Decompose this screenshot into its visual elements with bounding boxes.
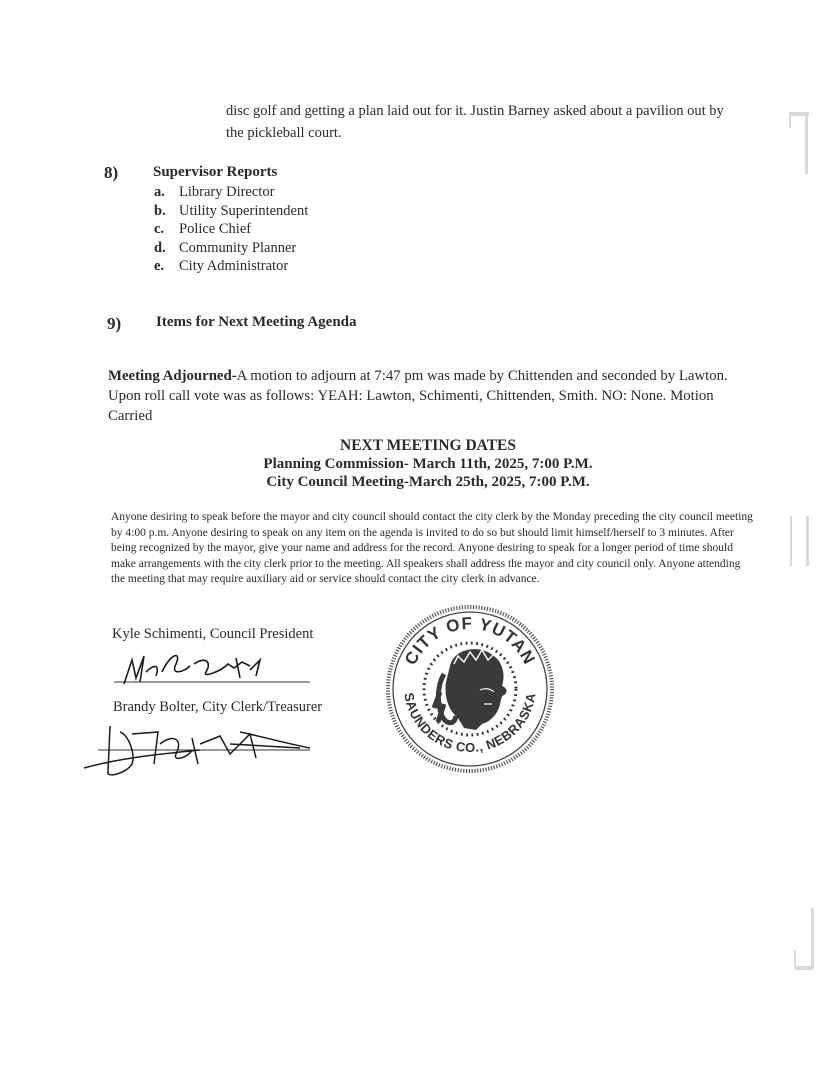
list-item-label: Community Planner	[179, 239, 297, 256]
list-item-letter: e.	[154, 258, 165, 274]
section-9-number: 9)	[107, 314, 122, 333]
seal-top-text: CITY OF YUTAN	[400, 613, 540, 669]
planning-commission-date: Planning Commission- March 11th, 2025, 7:00 P.M.	[263, 456, 593, 472]
public-comment-notice: Anyone desiring to speak before the mayor and city council should contact the city clerk by the Monday preceding the city council meeting by 4:00 p.m. Anyone desiring to speak on any item on the agenda is invited to do so but should limit himself/herself to 3 minutes. After being recognized by the mayor, give your name and address for the record. Anyone desiring to speak for a longer period of time should make arrangements with the city clerk prior to the meeting. All speakers shall address the mayor and city council only. Anyone attending the meeting that may require auxiliary aid or service should contact the city clerk in advance.	[111, 511, 753, 586]
city-seal	[384, 604, 556, 774]
council-president-name: Kyle Schimenti, Council President	[112, 626, 314, 642]
scan-artifact	[794, 966, 814, 970]
list-item	[154, 202, 308, 221]
native-chief-head-icon	[434, 649, 507, 730]
next-meeting-heading: NEXT MEETING DATES	[340, 437, 516, 454]
adjournment-paragraph	[108, 366, 738, 426]
scan-artifact	[806, 516, 809, 566]
list-item-letter: c.	[154, 221, 165, 237]
list-item-label: City Administrator	[179, 258, 289, 274]
list-item	[154, 183, 308, 202]
seal-bottom-text: SAUNDERS CO., NEBRASKA	[401, 691, 539, 756]
list-item	[154, 257, 308, 276]
city-council-date: City Council Meeting-March 25th, 2025, 7:00 P.M.	[266, 474, 590, 490]
list-item-label: Police Chief	[179, 221, 252, 237]
section-9-title: Items for Next Meeting Agenda	[156, 314, 357, 330]
city-clerk-name: Brandy Bolter, City Clerk/Treasurer	[113, 699, 323, 715]
supervisor-reports-list	[154, 183, 308, 276]
list-item-letter: b.	[154, 202, 166, 219]
list-item	[154, 220, 308, 239]
section-8-title: Supervisor Reports	[153, 164, 278, 180]
list-item-label: Library Director	[179, 184, 275, 200]
scan-artifact	[794, 950, 796, 968]
adjournment-lead: Meeting Adjourned-	[108, 368, 237, 384]
next-meeting-dates	[108, 437, 748, 491]
list-item-letter: d.	[154, 239, 166, 256]
list-item-letter: a.	[154, 184, 165, 200]
scan-artifact	[811, 908, 814, 970]
list-item	[154, 239, 308, 258]
adjournment-text: A motion to adjourn at 7:47 pm was made by Chittenden and seconded by Lawton. Upon roll call vote was as follows: YEAH: Lawton, Schimenti, Chittenden, Smith. NO: None. Motion Carried	[108, 368, 728, 424]
list-item-label: Utility Superintendent	[179, 202, 309, 219]
scan-artifact	[805, 112, 808, 174]
continuation-paragraph: disc golf and getting a plan laid out for it. Justin Barney asked about a pavilion out by the pickleball court.	[226, 103, 724, 141]
section-8-number: 8)	[104, 163, 119, 182]
scan-artifact	[790, 516, 792, 566]
scan-artifact	[789, 114, 791, 128]
council-president-signature	[110, 642, 320, 692]
city-clerk-signature	[80, 714, 320, 780]
